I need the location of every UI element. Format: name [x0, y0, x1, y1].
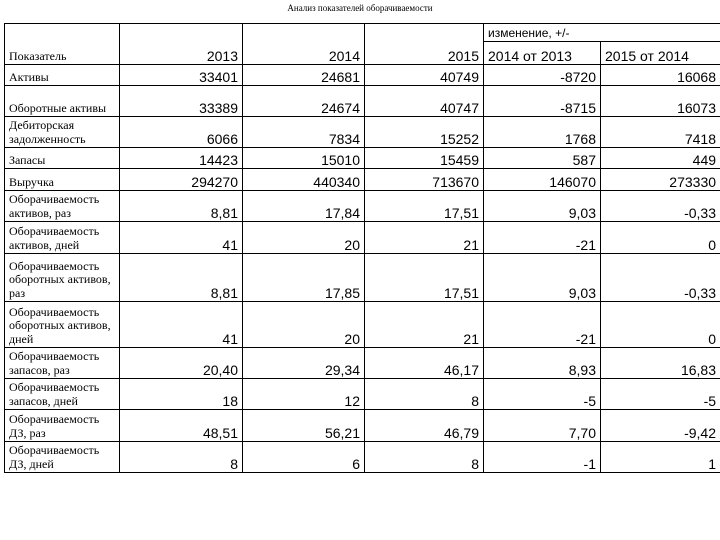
cell-value: 56,21: [243, 410, 365, 442]
row-label: Оборачиваемость ДЗ, дней: [5, 442, 120, 473]
cell-value: 33401: [120, 65, 243, 86]
cell-value: 0: [601, 302, 720, 348]
cell-value: -9,42: [601, 410, 720, 442]
cell-value: 24681: [243, 65, 365, 86]
cell-value: -8715: [484, 86, 601, 117]
cell-value: -5: [601, 379, 720, 410]
row-label: Оборачиваемость оборотных активов, раз: [5, 254, 120, 302]
table-row: [5, 442, 720, 473]
cell-value: 1: [601, 442, 720, 473]
row-label: Оборачиваемость запасов, дней: [5, 379, 120, 410]
cell-value: -1: [484, 442, 601, 473]
cell-value: -0,33: [601, 191, 720, 222]
cell-value: 29,34: [243, 348, 365, 379]
page-title: Анализ показателей оборачиваемости: [287, 3, 433, 13]
cell-value: 17,51: [365, 254, 484, 302]
cell-value: 587: [484, 148, 601, 169]
cell-value: 7418: [601, 117, 720, 148]
row-label: Оборотные активы: [5, 86, 120, 117]
cell-value: -5: [484, 379, 601, 410]
cell-value: 20: [243, 222, 365, 254]
cell-value: 146070: [484, 169, 601, 191]
cell-value: 8: [120, 442, 243, 473]
cell-value: 294270: [120, 169, 243, 191]
cell-value: 0: [601, 222, 720, 254]
cell-value: 17,51: [365, 191, 484, 222]
row-label: Дебиторская задолженность: [5, 117, 120, 148]
cell-value: 713670: [365, 169, 484, 191]
cell-value: 449: [601, 148, 720, 169]
cell-value: 8: [365, 442, 484, 473]
header-year-2014: 2014: [243, 24, 365, 65]
cell-value: 16068: [601, 65, 720, 86]
table-row: [5, 379, 720, 410]
cell-value: 41: [120, 222, 243, 254]
cell-value: 16,83: [601, 348, 720, 379]
cell-value: 46,79: [365, 410, 484, 442]
table-row: [5, 410, 720, 442]
cell-value: 12: [243, 379, 365, 410]
table-row: [5, 65, 720, 86]
cell-value: 40747: [365, 86, 484, 117]
cell-value: 17,85: [243, 254, 365, 302]
cell-value: 21: [365, 302, 484, 348]
cell-value: 9,03: [484, 191, 601, 222]
cell-value: 15459: [365, 148, 484, 169]
cell-value: -21: [484, 302, 601, 348]
cell-value: 9,03: [484, 254, 601, 302]
cell-value: 21: [365, 222, 484, 254]
cell-value: 273330: [601, 169, 720, 191]
header-year-2013: 2013: [120, 24, 243, 65]
cell-value: -8720: [484, 65, 601, 86]
cell-value: 16073: [601, 86, 720, 117]
cell-value: 8,93: [484, 348, 601, 379]
table-row: [5, 191, 720, 222]
cell-value: 7834: [243, 117, 365, 148]
row-label: Оборачиваемость запасов, раз: [5, 348, 120, 379]
table-row: [5, 117, 720, 148]
row-label: Запасы: [5, 148, 120, 169]
row-label: Оборачиваемость оборотных активов, дней: [5, 302, 120, 348]
cell-value: 6066: [120, 117, 243, 148]
row-label: Выручка: [5, 169, 120, 191]
cell-value: 40749: [365, 65, 484, 86]
cell-value: 48,51: [120, 410, 243, 442]
cell-value: 8,81: [120, 254, 243, 302]
header-change-2014-vs-2013: 2014 от 2013: [484, 42, 601, 65]
cell-value: 7,70: [484, 410, 601, 442]
cell-value: 440340: [243, 169, 365, 191]
cell-value: 14423: [120, 148, 243, 169]
table-row: [5, 86, 720, 117]
cell-value: 24674: [243, 86, 365, 117]
table-row: [5, 148, 720, 169]
table-row: [5, 254, 720, 302]
cell-value: 46,17: [365, 348, 484, 379]
cell-value: 15252: [365, 117, 484, 148]
row-label: Активы: [5, 65, 120, 86]
header-indicator: Показатель: [5, 24, 120, 65]
cell-value: 8: [365, 379, 484, 410]
cell-value: 8,81: [120, 191, 243, 222]
cell-value: -21: [484, 222, 601, 254]
row-label: Оборачиваемость активов, раз: [5, 191, 120, 222]
cell-value: 17,84: [243, 191, 365, 222]
header-row: [5, 24, 720, 42]
cell-value: 18: [120, 379, 243, 410]
cell-value: 6: [243, 442, 365, 473]
turnover-table: [4, 23, 720, 473]
table-row: [5, 302, 720, 348]
cell-value: 1768: [484, 117, 601, 148]
cell-value: -0,33: [601, 254, 720, 302]
header-change-group: изменение, +/-: [484, 24, 720, 42]
cell-value: 33389: [120, 86, 243, 117]
cell-value: 15010: [243, 148, 365, 169]
header-year-2015: 2015: [365, 24, 484, 65]
cell-value: 41: [120, 302, 243, 348]
table-row: [5, 169, 720, 191]
table-row: [5, 348, 720, 379]
row-label: Оборачиваемость ДЗ, раз: [5, 410, 120, 442]
row-label: Оборачиваемость активов, дней: [5, 222, 120, 254]
table-row: [5, 222, 720, 254]
cell-value: 20: [243, 302, 365, 348]
header-change-2015-vs-2014: 2015 от 2014: [601, 42, 720, 65]
cell-value: 20,40: [120, 348, 243, 379]
